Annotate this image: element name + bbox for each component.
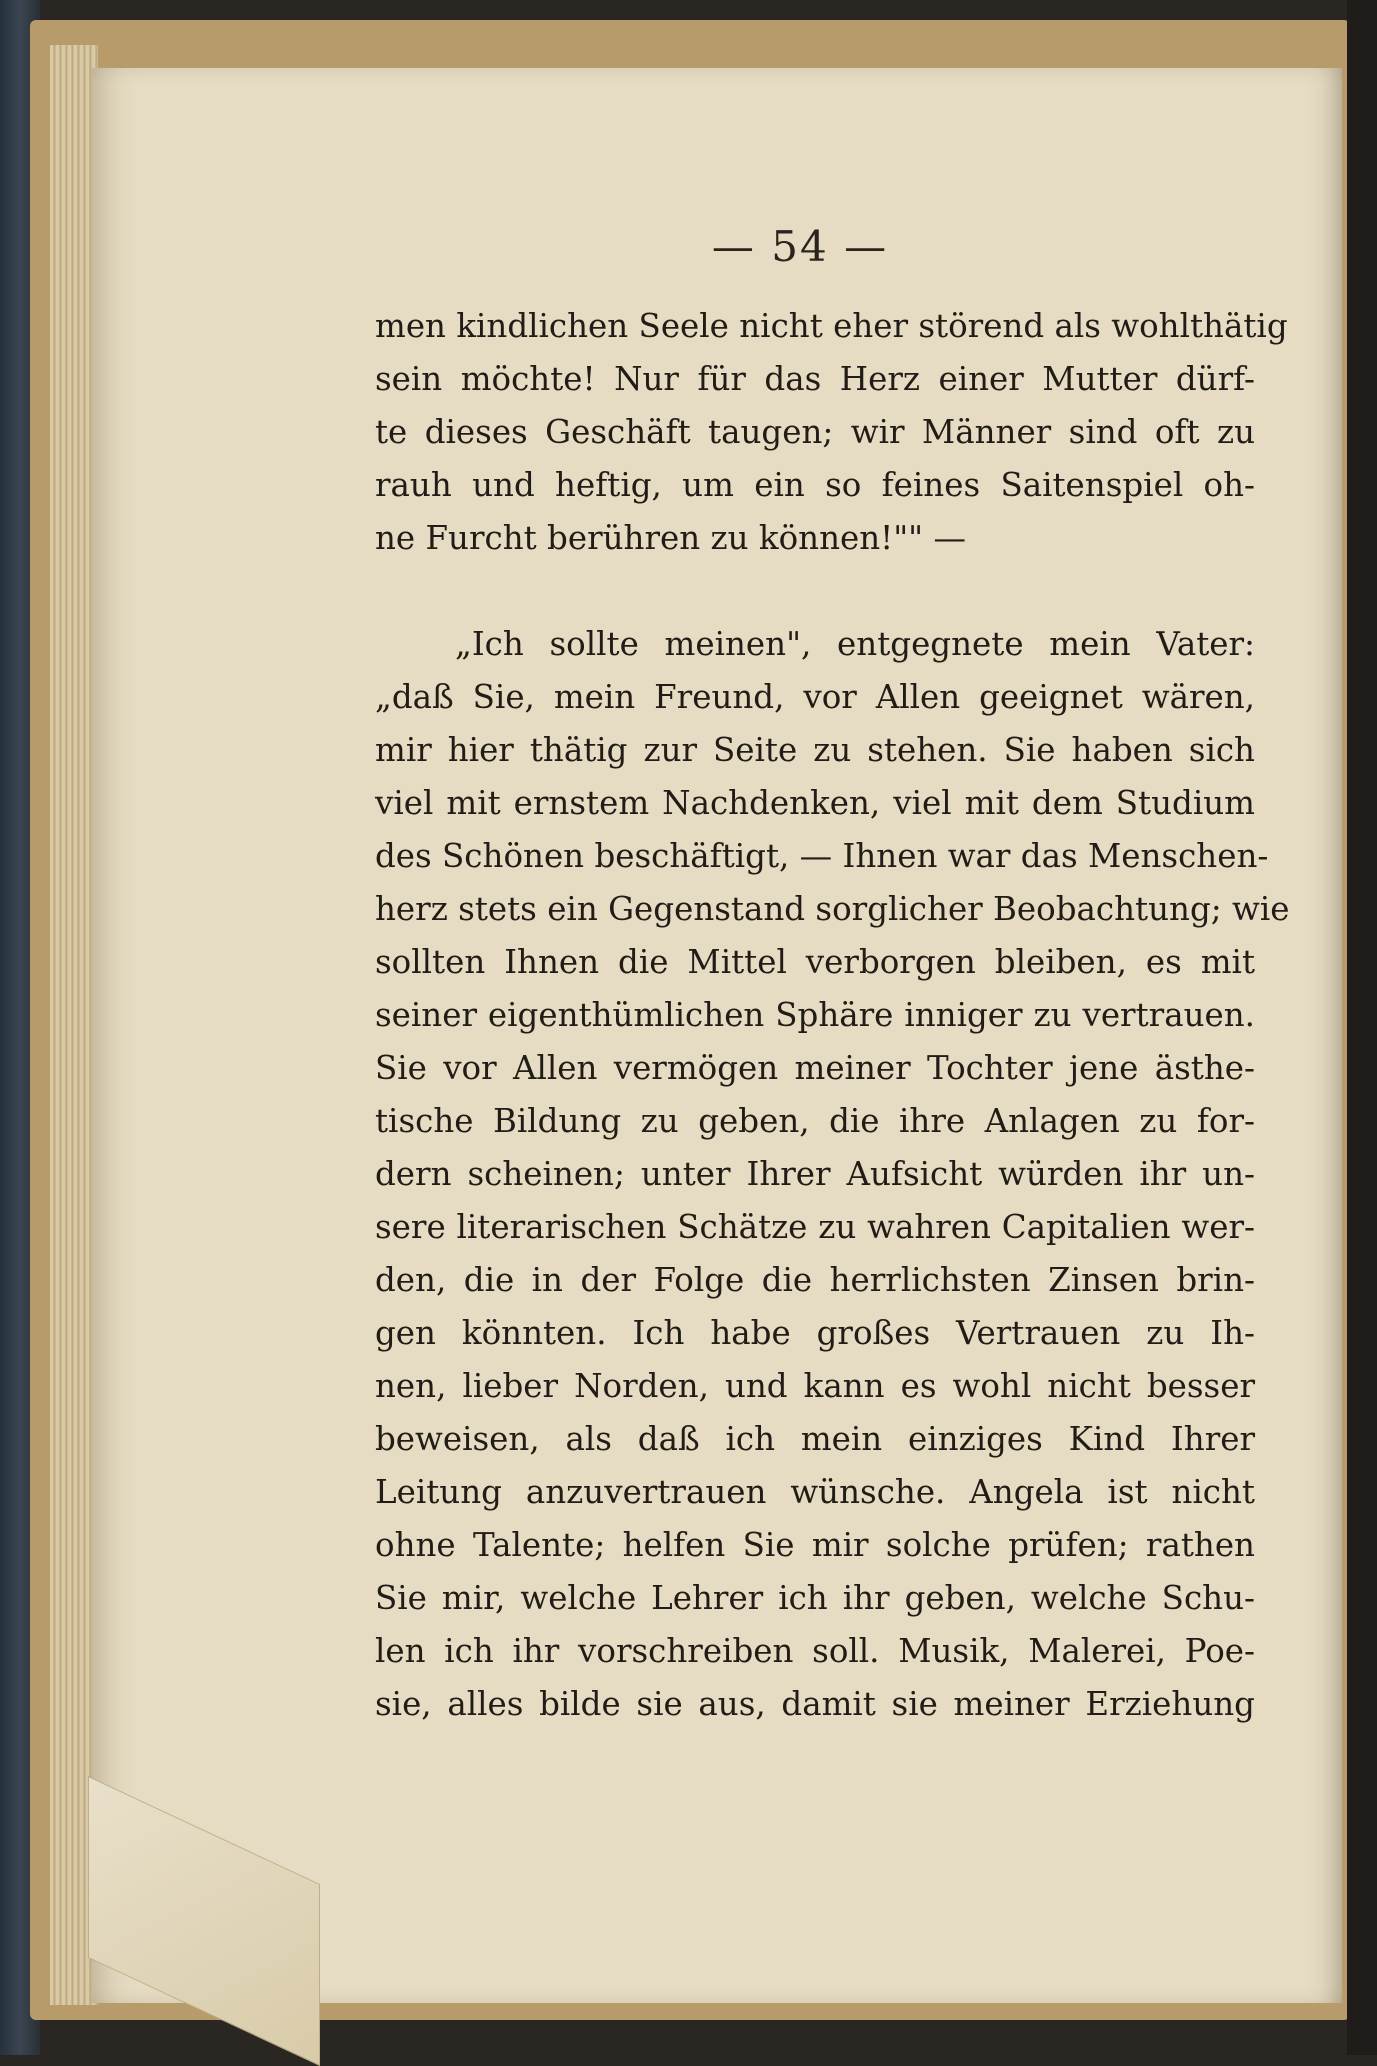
text-line: tische Bildung zu geben, die ihre Anlagen zu for- [375,1102,1255,1140]
text-line: den, die in der Folge die herrlichsten Zinsen brin- [375,1261,1255,1299]
text-line: Sie mir, welche Lehrer ich ihr geben, welche Schu- [375,1579,1255,1617]
text-line: sere literarischen Schätze zu wahren Capitalien wer- [375,1208,1255,1246]
text-line: gen könnten. Ich habe großes Vertrauen zu Ih- [375,1314,1255,1352]
text-line: rauh und heftig, um ein so feines Saitenspiel oh- [375,466,1255,504]
text-line: sollten Ihnen die Mittel verborgen bleiben, es mit [375,943,1255,981]
page-body [375,300,1290,1731]
text-line: ohne Talente; helfen Sie mir solche prüfen; rathen [375,1526,1255,1564]
text-line: herz stets ein Gegenstand sorglicher Beobachtung; wie [375,890,1290,928]
text-line: mir hier thätig zur Seite zu stehen. Sie haben sich [375,731,1255,769]
paragraph-gap [375,565,1255,618]
text-line: men kindlichen Seele nicht eher störend als wohlthätig [375,307,1288,345]
paragraph-2 [375,618,1290,1731]
paragraph-1 [375,300,1288,565]
text-line: beweisen, als daß ich mein einziges Kind Ihrer [375,1420,1255,1458]
text-line: dern scheinen; unter Ihrer Aufsicht würden ihr un- [375,1155,1255,1193]
text-line: „daß Sie, mein Freund, vor Allen geeignet wären, [375,678,1255,716]
page-stack-edges [50,45,98,2005]
text-line: sein möchte! Nur für das Herz einer Mutter dürf- [375,360,1255,398]
binding-shadow [1347,0,1377,2055]
text-line: len ich ihr vorschreiben soll. Musik, Malerei, Poe- [375,1632,1255,1670]
text-line: seiner eigenthümlichen Sphäre inniger zu vertrauen. [375,996,1255,1034]
text-line: viel mit ernstem Nachdenken, viel mit dem Studium [375,784,1255,822]
text-line: „Ich sollte meinen", entgegnete mein Vater: [455,625,1255,663]
text-line: des Schönen beschäftigt, — Ihnen war das Menschen- [375,837,1269,875]
text-line: te dieses Geschäft taugen; wir Männer sind oft zu [375,413,1255,451]
text-line: nen, lieber Norden, und kann es wohl nicht besser [375,1367,1255,1405]
text-line: Sie vor Allen vermögen meiner Tochter jene ästhe- [375,1049,1255,1087]
text-line: sie, alles bilde sie aus, damit sie meiner Erziehung [375,1685,1255,1723]
text-line: Leitung anzuvertrauen wünsche. Angela ist nicht [375,1473,1255,1511]
page-number: — 54 — [711,222,889,271]
text-line: ne Furcht berühren zu können!"" — [375,519,966,557]
